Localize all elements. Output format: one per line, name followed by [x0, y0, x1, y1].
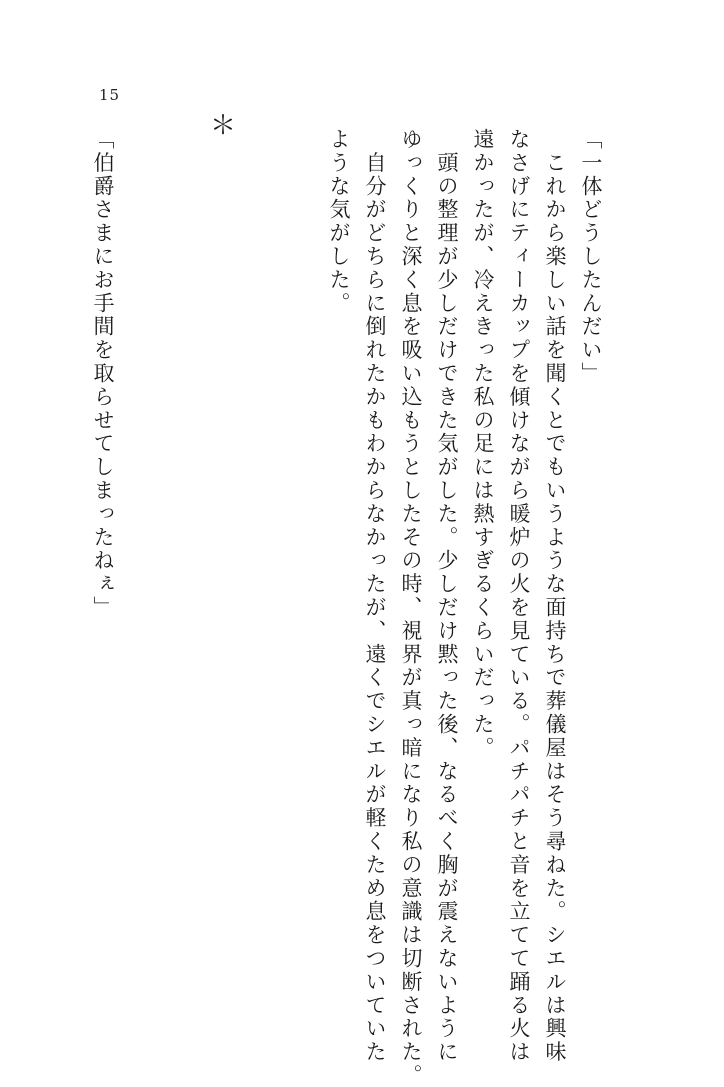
text-line-3: なさげにティーカップを傾けながら暖炉の火を見ている。パチパチと音を立てて踊る火は: [507, 128, 531, 1064]
text-line-8: ような気がした。: [327, 128, 351, 316]
text-line-2: これから楽しい話を聞くとでもいうような面持ちで葬儀屋はそう尋ねた。シエルは興味: [543, 128, 567, 1064]
text-line-6: ゆっくりと深く息を吸い込もうとしたその時、視界が真っ暗になり私の意識は切断された。: [399, 128, 423, 1087]
text-line-4: 遠かったが、冷えきった私の足には熱すぎるくらいだった。: [471, 128, 495, 760]
text-line-1: 「一体どうしたんだい」: [579, 128, 603, 386]
text-line-9: 「伯爵さまにお手間を取らせてしまったねぇ」: [91, 128, 115, 620]
text-line-5: 頭の整理が少しだけできた気がした。少しだけ黙った後、なるべく胸が震えないように: [435, 128, 459, 1064]
section-separator: ＊: [210, 111, 237, 141]
text-line-7: 自分がどちらに倒れたかもわからなかったが、遠くでシエルが軽くため息をついていた: [363, 128, 387, 1064]
page-number: 15: [99, 86, 121, 104]
